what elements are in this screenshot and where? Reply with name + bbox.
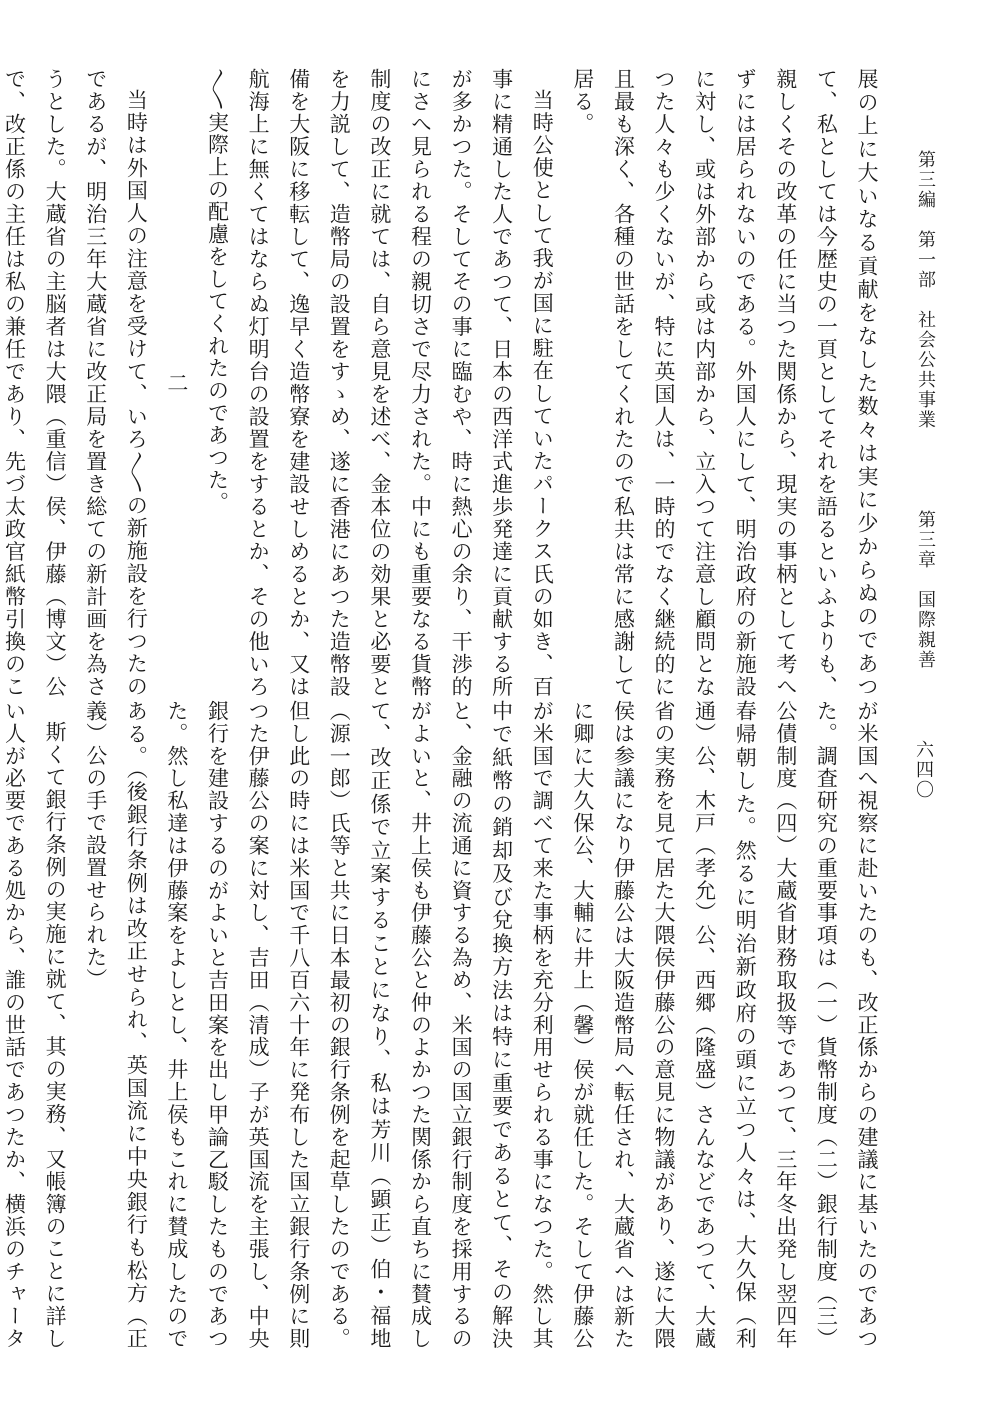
running-header xyxy=(898,150,938,670)
paragraph: 当時公使として我が国に駐在していたパークス氏の如き、百事に精通した人であつて、日本の西洋式進歩発達に貢献する所が多かつた。そしてその事に臨むや、時に熱心の余り、干渉的にさへ見られる程の親切さで尽力された。中にも重要なる貨幣制度の改正に就ては、自ら意見を述べ、金本位の効果と必要とを力説して、造幣局の設置をすゝめ、遂に香港にあつた造幣設備を大阪に移転して、逸早く造幣寮を建設せしめるとか、又は航海上に無くてはならぬ灯明台の設置をするとか、その他いろ〳〵実際上の配慮をしてくれたのであつた。 xyxy=(205,68,555,698)
lower-text-block xyxy=(2,700,887,1350)
section-heading: 二 xyxy=(164,371,189,395)
header-chapter: 第三章 国際親善 xyxy=(915,510,936,670)
header-part: 第三編 第一部 社会公共事業 xyxy=(915,150,936,430)
paragraph: 展の上に大いなる貢献をなした数々は実に少からぬのであつて、私としては今歴史の一頁としてそれを語るといふよりも、親しくその改革の任に当つた関係から、現実の事柄として考へずには居られないのである。外国人にして、明治政府の新施設に対し、或は外部から或は内部から、立入つて注意し顧問となつた人々も少くないが、特に英国人は、一時的でなく継続的に且最も深く、各種の世話をしてくれたので私共は常に感謝して居る。 xyxy=(570,68,879,698)
page-number: 六四〇 xyxy=(913,740,934,800)
paragraph: が米国へ視察に赴いたのも、改正係からの建議に基いたのであつた。調査研究の重要事項は（一）貨幣制度（二）銀行制度（三）公債制度（四）大蔵省財務取扱等であつて、三年冬出発し翌四年春帰朝した。然るに明治新政府の頭に立つ人々は、大久保（利通）公、木戸（孝允）公、西郷（隆盛）さんなどであつて、大蔵省の実務を見て居た大隈侯伊藤公の意見に物議があり、遂に大隈侯は参議になり伊藤公は大阪造幣局へ転任され、大蔵省へは新たに卿に大久保公、大輔に井上（馨）侯が就任した。そして伊藤公が米国で調べて来た事柄を充分利用せられる事になつた。然し其中で紙幣の銷却及び兌換方法は特に重要であるとて、その解決と、金融の流通に資する為め、米国の国立銀行制度を採用するのがよいと、井上侯も伊藤公と仲のよかつた関係から直ちに賛成して、改正係で立案することになり、私は芳川（顕正）伯・福地（源一郎）氏等と共に日本最初の銀行条例を起草したのである。但し此の時には米国で千八百六十年に発布した国立銀行条例に則つた伊藤公の案に対し、吉田（清成）子が英国流を主張し、中央銀行を建設するのがよいと吉田案を出し甲論乙駁したものであつた。然し私達は伊藤案をよしとし、井上侯もこれに賛成したのである。（後銀行条例は改正せられ、英国流に中央銀行も松方（正義）公の手で設置せられた） xyxy=(83,700,879,1350)
upper-text-block xyxy=(2,68,887,698)
paragraph: 当時は外国人の注意を受けて、いろ〳〵の新施設を行つたのであるが、明治三年大蔵省に改正局を置き総ての新計画を為さうとした。大蔵省の主脳者は大隈（重信）侯、伊藤（博文）公で、改正係の主任は私の兼任であり、先づ太政官紙幣引換のこ xyxy=(2,68,149,698)
paragraph: 斯くて銀行条例の実施に就て、其の実務、又帳簿のことに詳しい人が必要である処から、誰の世話であつたか、横浜のチャータ xyxy=(2,700,68,1350)
